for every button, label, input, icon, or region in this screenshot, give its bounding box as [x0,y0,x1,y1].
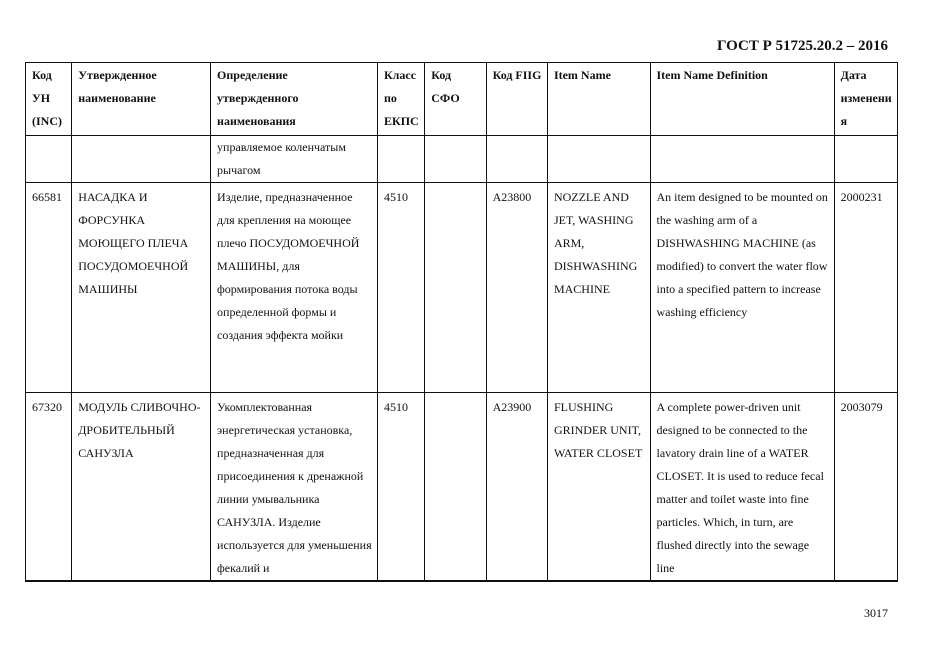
column-header-sfo: Код СФО [425,63,486,136]
name-ru-cell: НАСАДКА И ФОРСУНКА МОЮЩЕГО ПЛЕЧА ПОСУДОМОЕЧНОЙ МАШИНЫ [72,183,211,393]
name-ru-cell: МОДУЛЬ СЛИВОЧНО-ДРОБИТЕЛЬНЫЙ САНУЗЛА [72,393,211,582]
column-header-date: Дата изменения [834,63,897,136]
fiig-cell: A23800 [486,183,547,393]
column-header-item-definition: Item Name Definition [650,63,834,136]
table-cell [26,136,72,183]
table-cell [425,136,486,183]
document-standard-header: ГОСТ Р 51725.20.2 – 2016 [716,38,888,54]
column-header-name-ru: Утвержденное наименование [72,63,211,136]
table-cell [547,136,650,183]
table-cell: управляемое коленчатым рычагом [211,136,378,183]
table-cell [486,136,547,183]
ekps-cell: 4510 [377,393,424,582]
inc-cell: 67320 [26,393,72,582]
fiig-cell: A23900 [486,393,547,582]
table-row [26,393,898,582]
column-header-item-name: Item Name [547,63,650,136]
table-cell [377,136,424,183]
column-header-definition-ru: Определение утвержденного наименования [211,63,378,136]
definition-ru-cell: Укомплектованная энергетическая установка, предназначенная для присоединения к дренажной линии умывальника САНУЗЛА. Изделие используется для уменьшения фекалий и [211,393,378,582]
item-definition-cell: An item designed to be mounted on the washing arm of a DISHWASHING MACHINE (as modified) to convert the water flow into a specified pattern to increase washing efficiency [650,183,834,393]
sfo-cell [425,393,486,582]
table-cell [72,136,211,183]
table-header-row [26,63,898,136]
item-name-cell: FLUSHING GRINDER UNIT, WATER CLOSET [547,393,650,582]
definition-ru-cell: Изделие, предназначенное для крепления на моющее плечо ПОСУДОМОЕЧНОЙ МАШИНЫ, для формирования потока воды определенной формы и создания эффекта мойки [211,183,378,393]
sfo-cell [425,183,486,393]
table-cell [650,136,834,183]
item-name-cell: NOZZLE AND JET, WASHING ARM, DISHWASHING MACHINE [547,183,650,393]
table-cell [834,136,897,183]
ekps-cell: 4510 [377,183,424,393]
date-cell: 2000231 [834,183,897,393]
table-row-continuation [26,136,898,183]
classification-table [25,62,898,582]
date-cell: 2003079 [834,393,897,582]
inc-cell: 66581 [26,183,72,393]
column-header-ekps: Класс по ЕКПС [377,63,424,136]
item-definition-cell: A complete power-driven unit designed to be connected to the lavatory drain line of a WATER CLOSET. It is used to reduce fecal matter and toilet waste into fine particles. Which, in turn, are flushed directly into the sewage line [650,393,834,582]
column-header-inc: Код УН (INC) [26,63,72,136]
page-number: 3017 [864,606,888,620]
table-row [26,183,898,393]
column-header-fiig: Код FIIG [486,63,547,136]
